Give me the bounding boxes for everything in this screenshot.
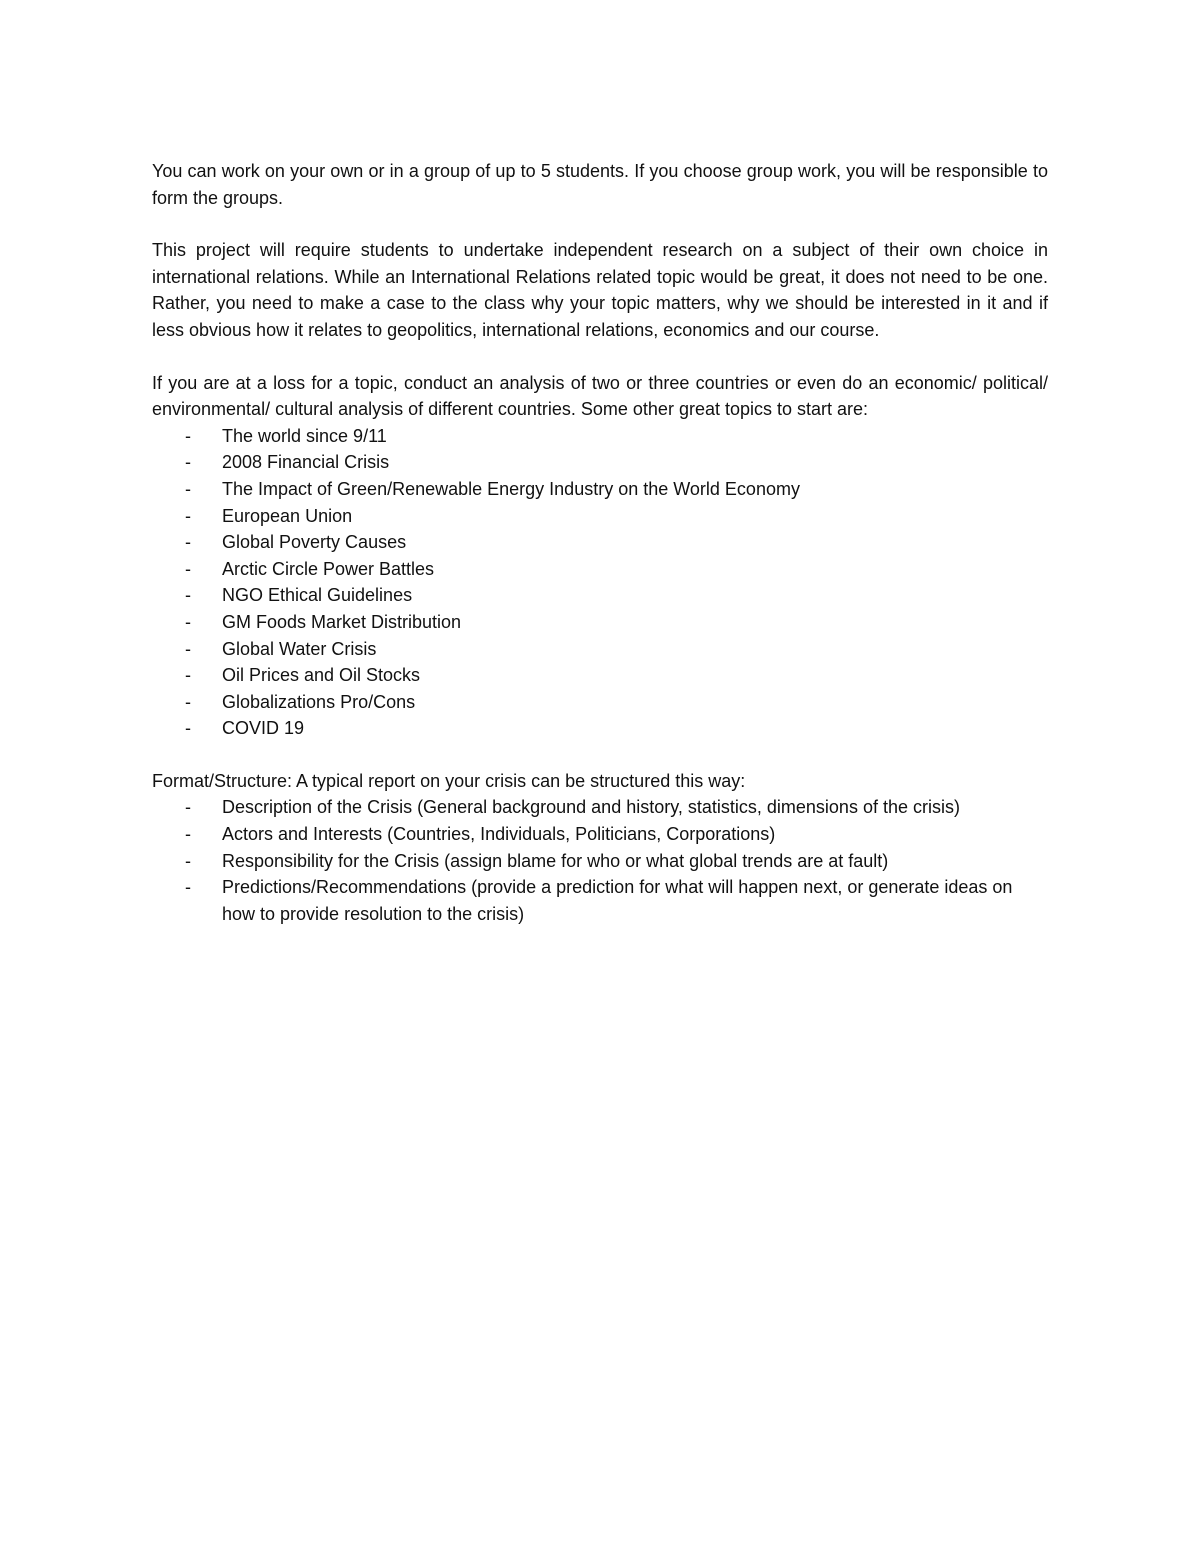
paragraph-spacer bbox=[152, 742, 1048, 768]
bullet-dash: - bbox=[185, 691, 191, 712]
intro-paragraph: You can work on your own or in a group of up to 5 students. If you choose group work, you will be responsible to form the groups. bbox=[152, 161, 1048, 208]
list-item bbox=[152, 689, 1048, 716]
bullet-dash: - bbox=[185, 452, 191, 473]
topic-label: Global Water Crisis bbox=[222, 638, 377, 659]
bullet-dash: - bbox=[185, 558, 191, 579]
paragraph-spacer bbox=[152, 344, 1048, 370]
bullet-dash: - bbox=[185, 505, 191, 526]
project-description-paragraph: This project will require students to undertake independent research on a subject of their own choice in international relations. While an International Relations related topic would be great, it does not need to be one. Rather, you need to make a case to the class why your topic matters, why we should be interested in it and if less obvious how it relates to geopolitics, international relations, economics and our course. bbox=[152, 240, 1048, 340]
list-item bbox=[152, 848, 1048, 875]
topic-label: The world since 9/11 bbox=[222, 425, 387, 446]
list-item bbox=[152, 529, 1048, 556]
list-item bbox=[152, 503, 1048, 530]
document-body bbox=[152, 158, 1048, 927]
format-item-label: Responsibility for the Crisis (assign blame for who or what global trends are at fault) bbox=[222, 850, 889, 871]
list-item bbox=[152, 476, 1048, 503]
list-item bbox=[152, 662, 1048, 689]
topic-label: GM Foods Market Distribution bbox=[222, 611, 462, 632]
list-item bbox=[152, 423, 1048, 450]
list-item bbox=[152, 821, 1048, 848]
bullet-dash: - bbox=[185, 718, 191, 739]
topic-label: Oil Prices and Oil Stocks bbox=[222, 665, 421, 686]
bullet-dash: - bbox=[185, 585, 191, 606]
topic-label: COVID 19 bbox=[222, 718, 305, 739]
bullet-dash: - bbox=[185, 532, 191, 553]
list-item bbox=[152, 794, 1048, 821]
topic-label: Global Poverty Causes bbox=[222, 532, 407, 553]
topic-list bbox=[152, 423, 1048, 742]
topic-label: The Impact of Green/Renewable Energy Industry on the World Economy bbox=[222, 478, 800, 499]
bullet-dash: - bbox=[185, 425, 191, 446]
format-item-label: Actors and Interests (Countries, Individuals, Politicians, Corporations) bbox=[222, 824, 776, 845]
format-heading: Format/Structure: A typical report on your crisis can be structured this way: bbox=[152, 770, 746, 791]
topic-label: Globalizations Pro/Cons bbox=[222, 691, 416, 712]
list-item bbox=[152, 715, 1048, 742]
bullet-dash: - bbox=[185, 638, 191, 659]
bullet-dash: - bbox=[185, 850, 191, 871]
list-item bbox=[152, 636, 1048, 663]
list-item bbox=[152, 874, 1048, 927]
format-item-label: Predictions/Recommendations (provide a prediction for what will happen next, or generate ideas on how to provide resolution to the crisis) bbox=[222, 877, 1013, 924]
bullet-dash: - bbox=[185, 824, 191, 845]
bullet-dash: - bbox=[185, 797, 191, 818]
format-item-label: Description of the Crisis (General background and history, statistics, dimensions of the crisis) bbox=[222, 797, 960, 818]
bullet-dash: - bbox=[185, 478, 191, 499]
topic-label: European Union bbox=[222, 505, 353, 526]
bullet-dash: - bbox=[185, 611, 191, 632]
list-item bbox=[152, 609, 1048, 636]
topic-label: Arctic Circle Power Battles bbox=[222, 558, 435, 579]
topic-label: NGO Ethical Guidelines bbox=[222, 585, 413, 606]
topic-suggestion-paragraph: If you are at a loss for a topic, conduct an analysis of two or three countries or even do an economic/ political/ environmental/ cultural analysis of different countries. Some other great topics to start are: bbox=[152, 372, 1048, 420]
topic-label: 2008 Financial Crisis bbox=[222, 452, 390, 473]
bullet-dash: - bbox=[185, 877, 191, 898]
list-item bbox=[152, 556, 1048, 583]
list-item bbox=[152, 449, 1048, 476]
format-list bbox=[152, 794, 1048, 927]
bullet-dash: - bbox=[185, 665, 191, 686]
paragraph-spacer bbox=[152, 211, 1048, 237]
list-item bbox=[152, 582, 1048, 609]
